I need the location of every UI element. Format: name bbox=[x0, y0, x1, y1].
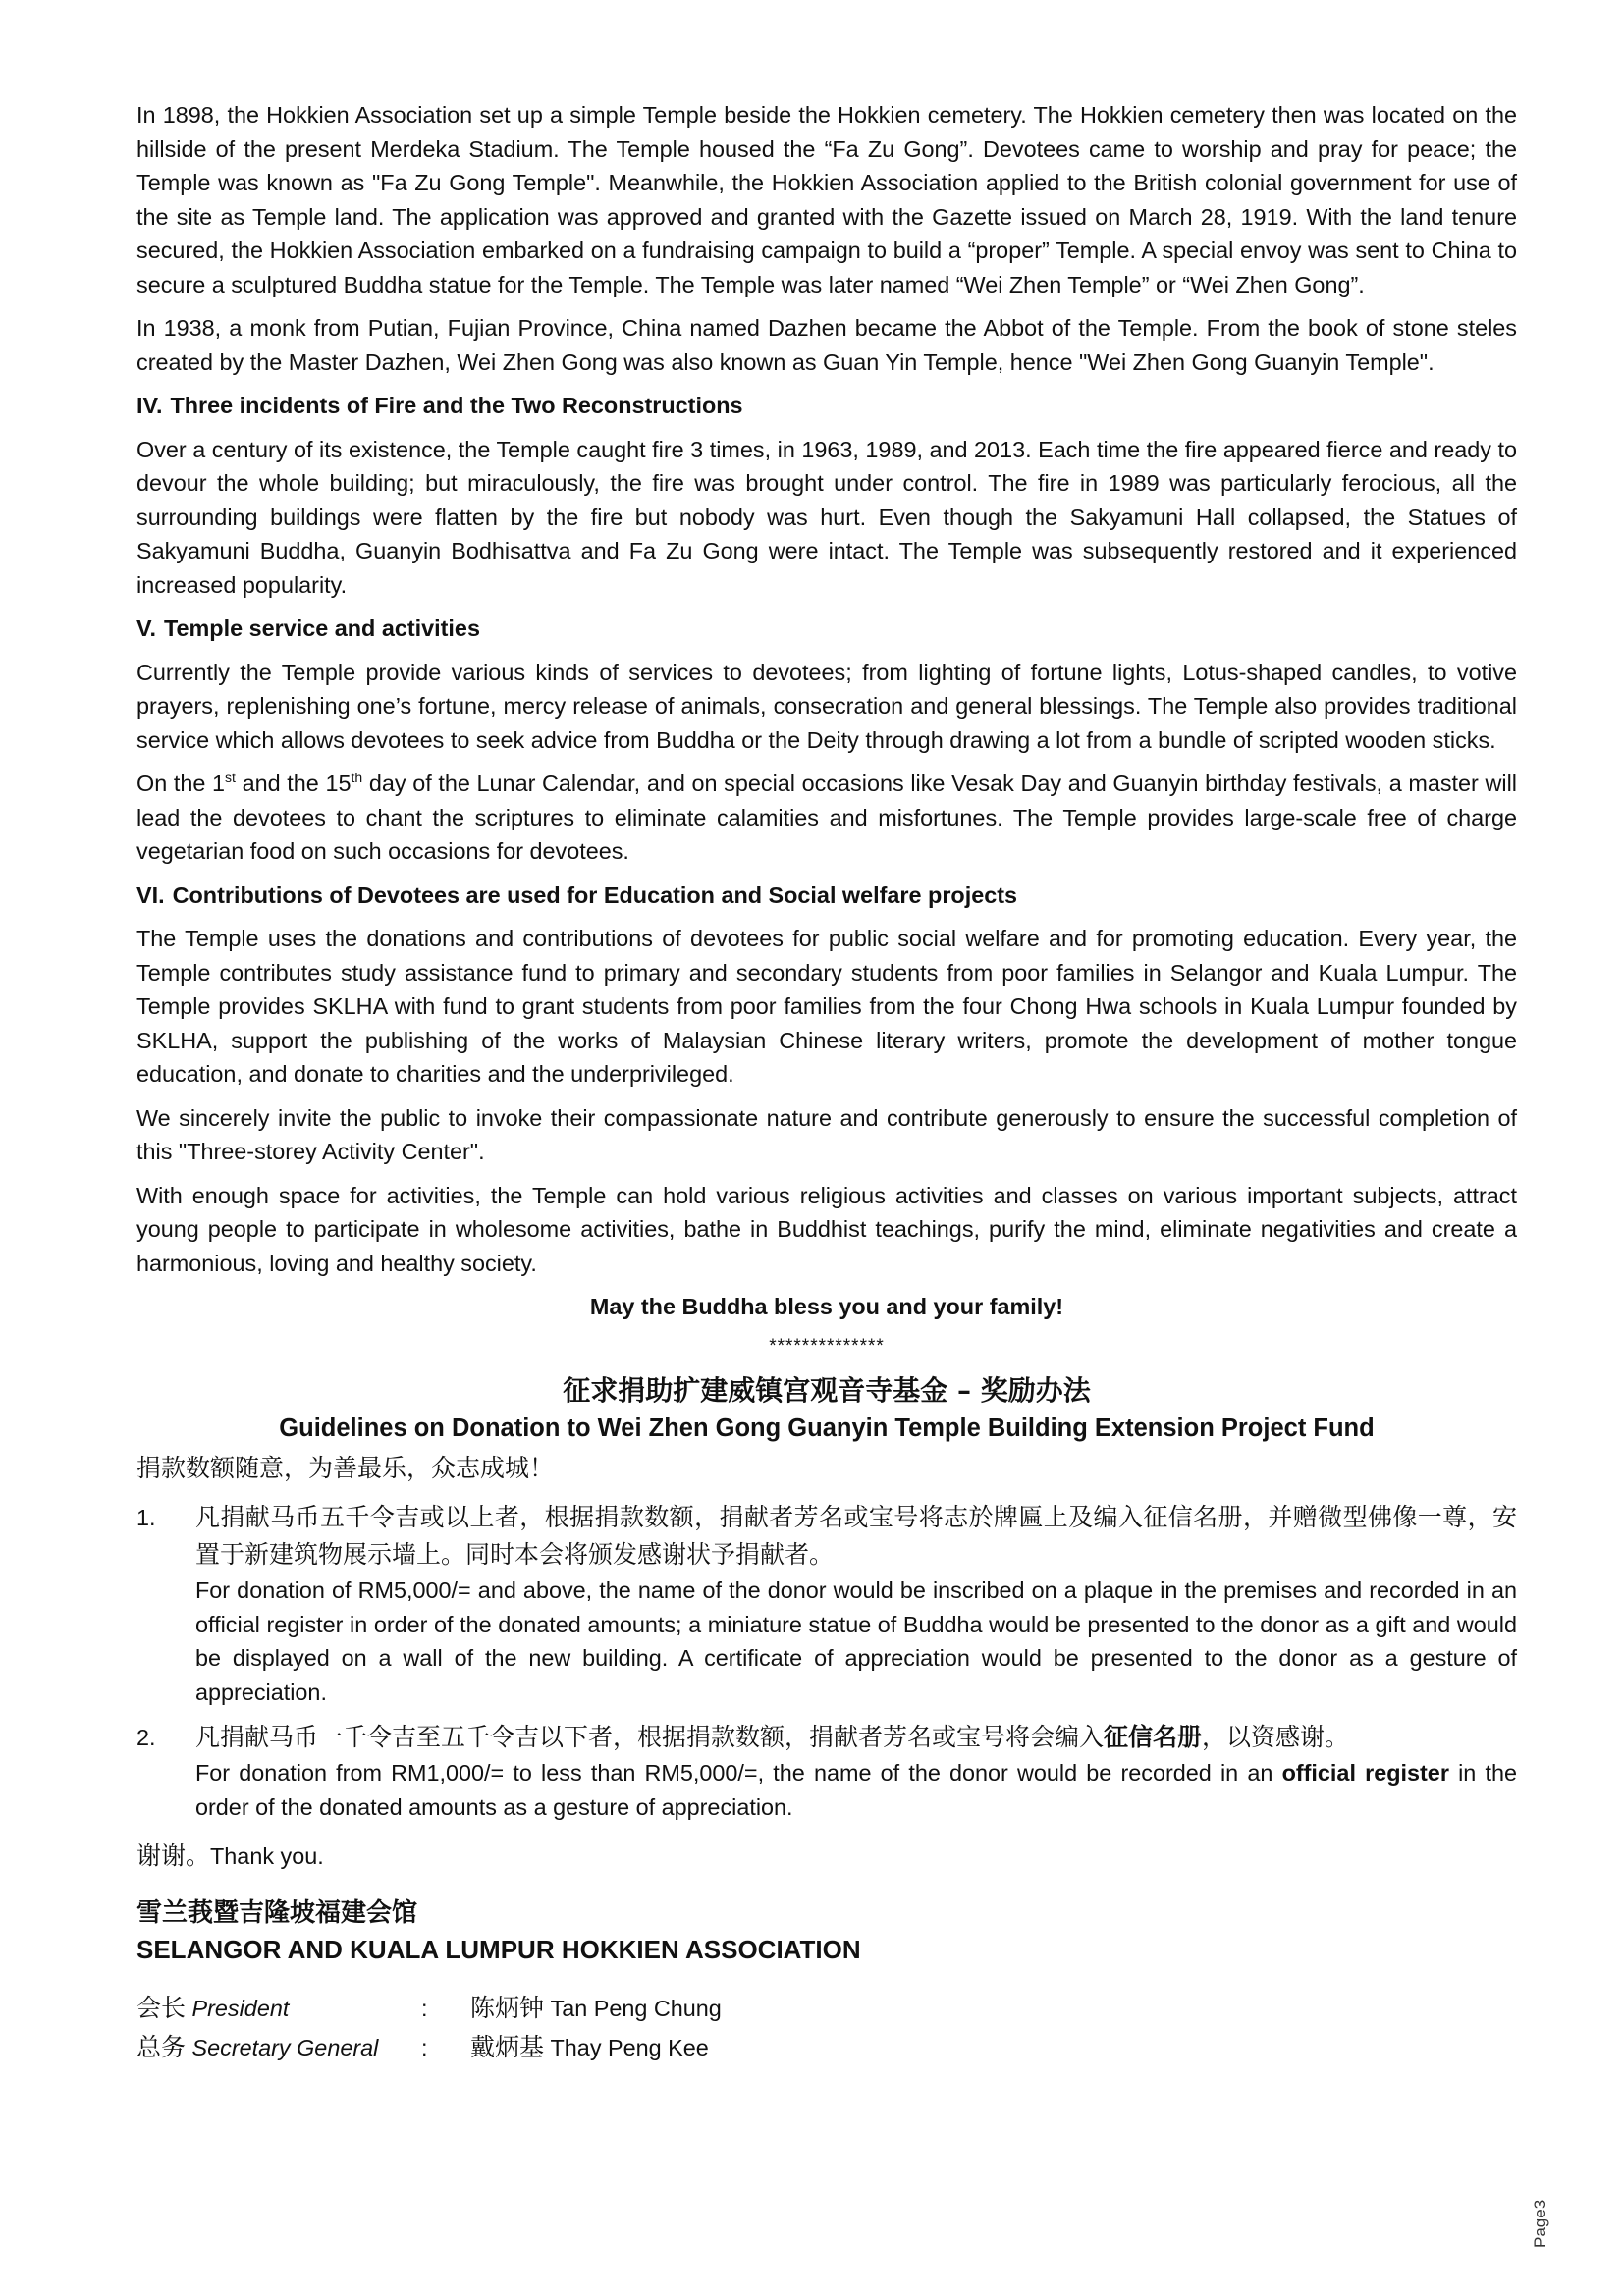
role-en: President bbox=[191, 1996, 290, 2021]
association-name-cn: 雪兰莪暨吉隆坡福建会馆 bbox=[136, 1898, 418, 1928]
list-item-en: For donation of RM5,000/= and above, the name of the donor would be inscribed on a plaque in the premises and recorded in an official register in order of the donated amounts; a miniature statue of Buddha would be presented to the donor as a gift and would be displayed on a wall of the new building. A certificate of appreciation would be presented to the donor as a gesture of appreciation. bbox=[195, 1577, 1517, 1705]
ordinal-st: st bbox=[225, 770, 236, 786]
list-item-cn bbox=[195, 1719, 1517, 1756]
role-en: Secretary General bbox=[191, 2035, 379, 2060]
officer-role bbox=[136, 1989, 421, 2028]
list-item-body bbox=[195, 1499, 1517, 1709]
officer-role bbox=[136, 2028, 421, 2067]
officer-name bbox=[470, 2028, 709, 2067]
section-vi-heading bbox=[136, 879, 1517, 913]
section-v-body-1: Currently the Temple provide various kinds of services to devotees; from lighting of fortune lights, Lotus-shaped candles, to votive prayers, replenishing one’s fortune, mercy release of animals, consecration and general blessings. The Temple also provides traditional service which allows devotees to seek advice from Buddha or the Deity through drawing a lot from a bundle of scripted wooden sticks. bbox=[136, 659, 1517, 753]
list-item-en bbox=[195, 1756, 1517, 1824]
list-item bbox=[136, 1499, 1517, 1709]
section-iv-title: Three incidents of Fire and the Two Reconstructions bbox=[170, 393, 743, 418]
guidelines-list bbox=[136, 1499, 1517, 1824]
name-cn: 戴炳基 bbox=[470, 2033, 545, 2061]
item2-en-bold: official register bbox=[1281, 1760, 1449, 1786]
thank-you-line bbox=[136, 1838, 1517, 1875]
item2-en-a: For donation from RM1,000/= to less than RM5,000/=, the name of the donor would be recorded in an bbox=[195, 1760, 1282, 1786]
thank-you-cn: 谢谢。 bbox=[136, 1842, 211, 1870]
association-name-en: SELANGOR AND KUALA LUMPUR HOKKIEN ASSOCIATION bbox=[136, 1935, 861, 1964]
ordinal-th: th bbox=[351, 770, 363, 786]
list-item bbox=[136, 1719, 1517, 1824]
item2-cn-a: 凡捐献马币一千令吉至五千令吉以下者，根据捐款数额，捐献者芳名或宝号将会编入 bbox=[195, 1723, 1105, 1751]
section-iv-number: IV. bbox=[136, 393, 163, 418]
section-vi-body-2: We sincerely invite the public to invoke their compassionate nature and contribute generously to ensure the successful completion of this "Three-storey Activity Center". bbox=[136, 1104, 1517, 1164]
officer-row-president bbox=[136, 1989, 1517, 2028]
section-v-number: V. bbox=[136, 615, 156, 641]
list-item-body bbox=[195, 1719, 1517, 1824]
officer-colon: : bbox=[421, 1996, 428, 2021]
name-cn: 陈炳钟 bbox=[470, 1994, 545, 2022]
section-vi-title: Contributions of Devotees are used for Education and Social welfare projects bbox=[172, 881, 1018, 908]
guidelines-title-cn: 征求捐助扩建威镇宫观音寺基金 – 奖励办法 bbox=[563, 1374, 1091, 1407]
section-v-heading bbox=[136, 612, 1517, 646]
list-item-cn: 凡捐献马币五千令吉或以上者，根据捐款数额，捐献者芳名或宝号将志於牌匾上及编入征信名册，并赠微型佛像一尊，安置于新建筑物展示墙上。同时本会将颁发感谢状予捐献者。 bbox=[195, 1503, 1517, 1569]
list-item-number: 2. bbox=[136, 1725, 156, 1750]
thank-you-en: Thank you. bbox=[210, 1843, 324, 1869]
section-v-title: Temple service and activities bbox=[163, 615, 480, 641]
officer-colon: : bbox=[421, 2035, 428, 2060]
item2-cn-b: ，以资感谢。 bbox=[1202, 1723, 1350, 1751]
guidelines-intro-cn: 捐款数额随意，为善最乐，众志成城！ bbox=[136, 1454, 555, 1482]
role-cn: 总务 bbox=[136, 2033, 187, 2061]
lunar-text-a: On the 1 bbox=[136, 771, 226, 796]
lunar-text-b: and the 15 bbox=[235, 771, 352, 796]
officer-name bbox=[470, 1989, 722, 2028]
section-v-body-2 bbox=[136, 767, 1517, 869]
document-body bbox=[136, 98, 1517, 2067]
lunar-text-c: day of the Lunar Calendar, and on special occasions like Vesak Day and Guanyin birthday festivals, a master will lead the devotees to chant the scriptures to eliminate calamities and misfortunes. The Temple provides large-scale free of charge vegetarian food on such occasions for devotees. bbox=[136, 771, 1517, 864]
name-en: Thay Peng Kee bbox=[550, 2035, 709, 2060]
page-number-label: Page3 bbox=[1531, 2199, 1549, 2248]
section-vi-body-3: With enough space for activities, the Temple can hold various religious activities and classes on various important subjects, attract young people to participate in wholesome activities, bathe in Buddhist teachings, purify the mind, eliminate negativities and create a harmonious, loving and healthy society. bbox=[136, 1182, 1517, 1276]
item2-cn-bold: 征信名册 bbox=[1104, 1723, 1203, 1751]
history-paragraph-2: In 1938, a monk from Putian, Fujian Province, China named Dazhen became the Abbot of the Temple. From the book of stone steles created by the Master Dazhen, Wei Zhen Gong was also known as Guan Yin Temple, hence "Wei Zhen Gong Guanyin Temple". bbox=[136, 315, 1517, 375]
officer-row-secretary bbox=[136, 2028, 1517, 2067]
section-iv-body: Over a century of its existence, the Temple caught fire 3 times, in 1963, 1989, and 2013. Each time the fire appeared fierce and ready to devour the whole building; but miraculously, the fire was brought under control. The fire in 1989 was particularly ferocious, all the surrounding buildings were flatten by the fire but nobody was hurt. Even though the Sakyamuni Hall collapsed, the Statues of Sakyamuni Buddha, Guanyin Bodhisattva and Fa Zu Gong were intact. The Temple was subsequently restored and it experienced increased popularity. bbox=[136, 436, 1517, 598]
blessing-line: May the Buddha bless you and your family! bbox=[589, 1294, 1064, 1319]
guidelines-title-en: Guidelines on Donation to Wei Zhen Gong Guanyin Temple Building Extension Project Fund bbox=[279, 1415, 1375, 1442]
section-vi-number: VI. bbox=[136, 881, 165, 908]
role-cn: 会长 bbox=[136, 1994, 187, 2022]
section-vi-body-1: The Temple uses the donations and contributions of devotees for public social welfare and for promoting education. Every year, the Temple contributes study assistance fund to primary and secondary students from poor families in Selangor and Kuala Lumpur. The Temple provides SKLHA with fund to grant students from poor families from the four Chong Hwa schools in Kuala Lumpur founded by SKLHA, support the publishing of the works of Malaysian Chinese literary writers, promote the development of mother tongue education, and donate to charities and the underprivileged. bbox=[136, 926, 1517, 1087]
separator-stars: ************** bbox=[769, 1335, 885, 1357]
list-item-number: 1. bbox=[136, 1505, 156, 1530]
section-iv-heading bbox=[136, 389, 1517, 423]
name-en: Tan Peng Chung bbox=[550, 1996, 722, 2021]
history-paragraph-1: In 1898, the Hokkien Association set up a simple Temple beside the Hokkien cemetery. The Hokkien cemetery then was located on the hillside of the present Merdeka Stadium. The Temple housed the “Fa Zu Gong”. Devotees came to worship and pray for peace; the Temple was known as "Fa Zu Gong Temple". Meanwhile, the Hokkien Association applied to the British colonial government for use of the site as Temple land. The application was approved and granted with the Gazette issued on March 28, 1919. With the land tenure secured, the Hokkien Association embarked on a fundraising campaign to build a “proper” Temple. A special envoy was sent to China to secure a sculptured Buddha statue for the Temple. The Temple was later named “Wei Zhen Temple” or “Wei Zhen Gong”. bbox=[136, 102, 1517, 297]
item2-en-b: in the order of the donated amounts as a gesture of appreciation. bbox=[195, 1760, 1518, 1820]
